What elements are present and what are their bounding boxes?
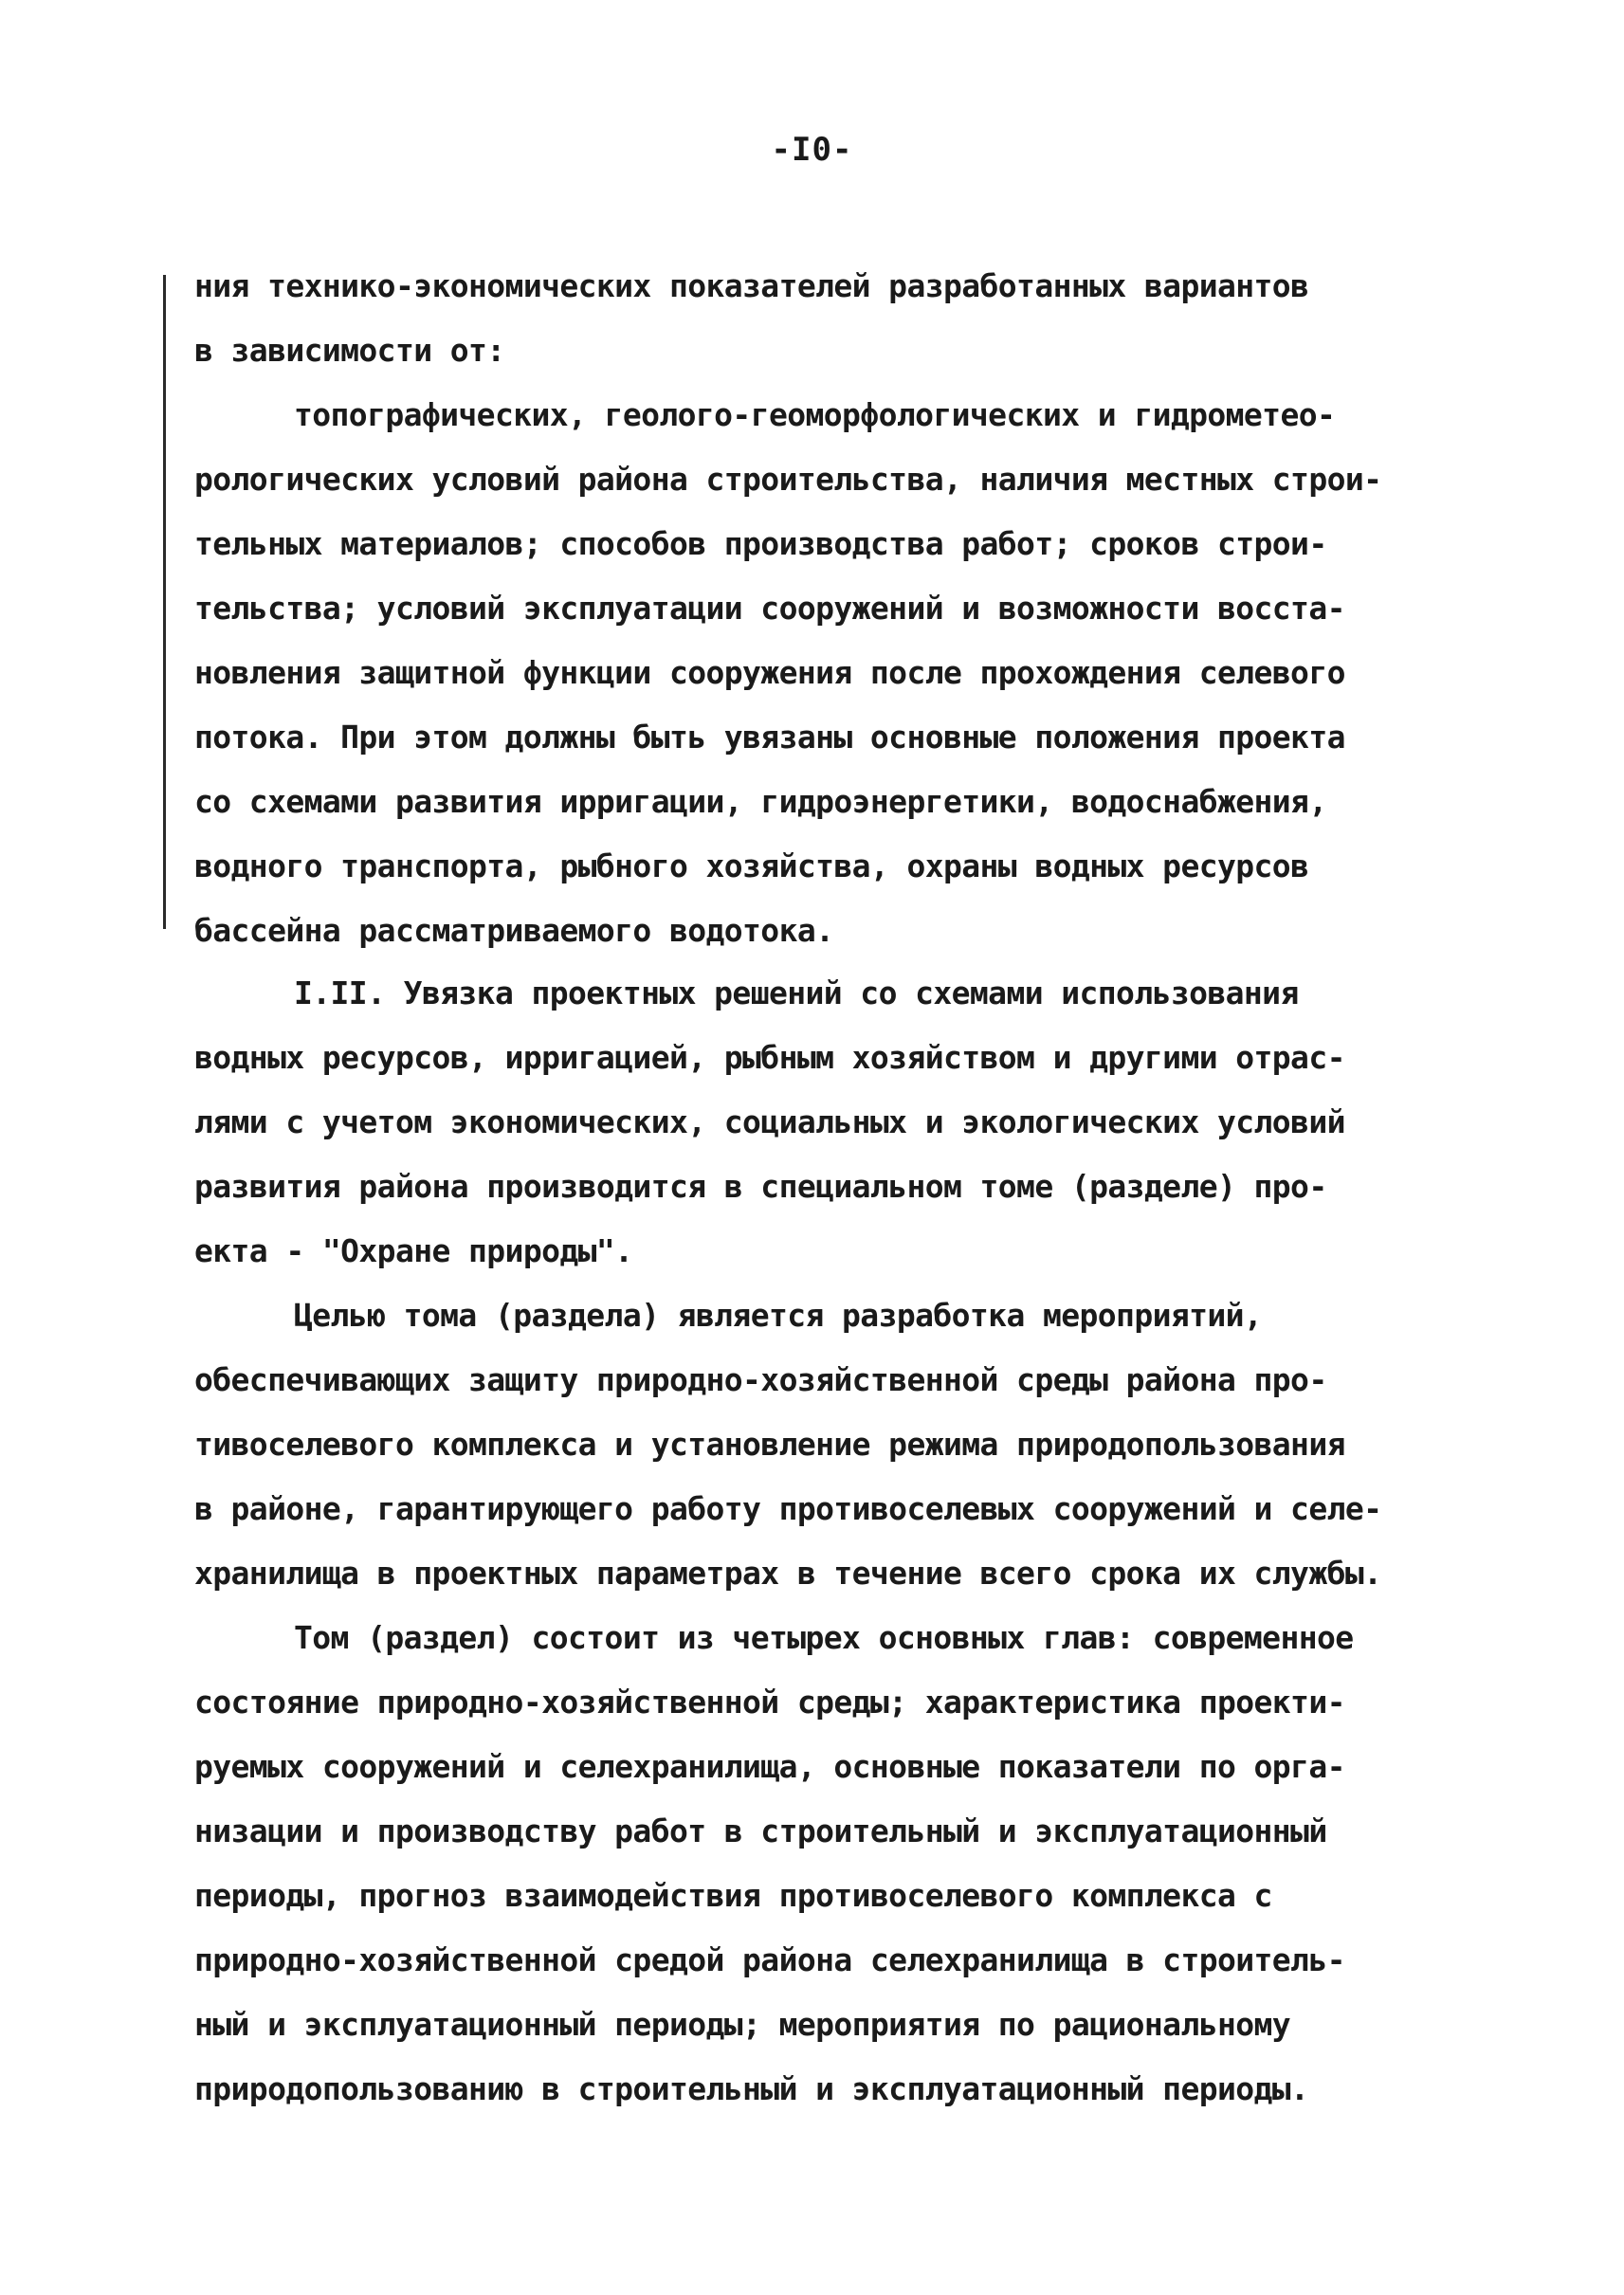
- text-line: низации и производству работ в строительный и эксплуатационный: [194, 1812, 1327, 1849]
- text-line: со схемами развития ирригации, гидроэнергетики, водоснабжения,: [194, 783, 1327, 820]
- text-line: водного транспорта, рыбного хозяйства, охраны водных ресурсов: [194, 847, 1309, 884]
- margin-revision-bar: [163, 275, 166, 929]
- text-line: Том (раздел) состоит из четырех основных глав: современное: [294, 1619, 1354, 1656]
- text-line: хранилища в проектных параметрах в течение всего срока их службы.: [194, 1555, 1382, 1592]
- text-line: ния технико-экономических показателей разработанных вариантов: [194, 267, 1309, 304]
- text-line: Целью тома (раздела) является разработка мероприятий,: [294, 1297, 1263, 1334]
- text-line: в районе, гарантирующего работу противоселевых сооружений и селе-: [194, 1490, 1382, 1527]
- text-line: лями с учетом экономических, социальных и экологических условий: [194, 1103, 1345, 1140]
- section-heading-line: I.II. Увязка проектных решений со схемами использования: [294, 974, 1299, 1011]
- text-line: водных ресурсов, ирригацией, рыбным хозяйством и другими отрас-: [194, 1039, 1345, 1076]
- text-line: природопользованию в строительный и эксплуатационный периоды.: [194, 2070, 1309, 2107]
- text-line: тельства; условий эксплуатации сооружений и возможности восста-: [194, 590, 1345, 627]
- text-line: состояние природно-хозяйственной среды; характеристика проекти-: [194, 1684, 1345, 1721]
- page-number: -I0-: [771, 131, 853, 169]
- text-line: природно-хозяйственной средой района селехранилища в строитель-: [194, 1941, 1345, 1978]
- text-line: екта - "Охране природы".: [194, 1232, 633, 1269]
- text-line: обеспечивающих защиту природно-хозяйственной среды района про-: [194, 1361, 1327, 1398]
- text-line: ный и эксплуатационный периоды; мероприятия по рациональному: [194, 2006, 1291, 2043]
- text-line: рологических условий района строительства, наличия местных строи-: [194, 461, 1382, 498]
- text-line: топографических, геолого-геоморфологических и гидрометео-: [294, 396, 1336, 433]
- text-line: в зависимости от:: [194, 332, 505, 369]
- text-line: тельных материалов; способов производства работ; сроков строи-: [194, 525, 1327, 562]
- text-line: тивоселевого комплекса и установление режима природопользования: [194, 1426, 1345, 1463]
- text-line: бассейна рассматриваемого водотока.: [194, 912, 834, 949]
- text-line: периоды, прогноз взаимодействия противоселевого комплекса с: [194, 1877, 1272, 1914]
- text-line: развития района производится в специальном томе (разделе) про-: [194, 1168, 1327, 1205]
- text-line: руемых сооружений и селехранилища, основные показатели по орга-: [194, 1748, 1345, 1785]
- text-line: потока. При этом должны быть увязаны основные положения проекта: [194, 719, 1345, 756]
- text-line: новления защитной функции сооружения после прохождения селевого: [194, 654, 1345, 691]
